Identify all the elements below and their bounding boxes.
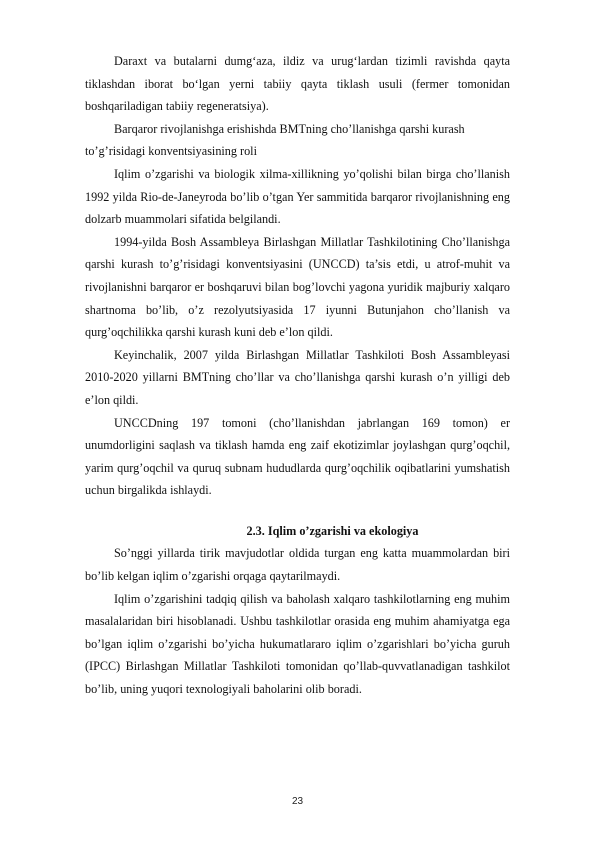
- paragraph-ipcc: Iqlim o’zgarishini tadqiq qilish va baholash xalqaro tashkilotlarning eng muhim masalalaridan biri hisoblanadi. Ushbu tashkilotlar orasida eng muhim ahamiyatga ega bo’lgan iqlim o’zgarishi bo’yicha hukumatlararo iqlim o’zgarishlari bo’yicha guruh (IPCC) Birlashgan Millatlar Tashkiloti tomonidan qo’llab-quvvatlanadigan tashkilot bo’lib, uning yuqori texnologiyali baholarini olib boradi.: [85, 591, 510, 697]
- paragraph-unccd-role-heading: Barqaror rivojlanishga erishishda BMTning cho’llanishga qarshi kurash to’g’risidagi konventsiyasining roli: [85, 121, 465, 159]
- section-heading: 2.3. Iqlim o’zgarishi va ekologiya: [246, 523, 419, 538]
- paragraph-unccd-1994: 1994-yilda Bosh Assambleya Birlashgan Millatlar Tashkilotining Cho’llanishga qarshi kurash to’g’risidagi konventsiyasini (UNCCD) ta’sis etdi, u atrof-muhit va rivojlanishni barqaror er boshqaruvi bilan bog’lovchi yagona yuridik majburiy xalqaro shartnoma bo’lib, o’z rezolyutsiyasida 17 iyunni Butunjahon cho’llanish va qurg’oqchilikka qarshi kurash kuni deb e’lon qildi.: [85, 234, 510, 340]
- paragraph-climate-change-challenge: So’nggi yillarda tirik mavjudotlar oldida turgan eng katta muammolardan biri bo’lib kelgan iqlim o’zgarishi orqaga qaytarilmaydi.: [85, 546, 510, 584]
- paragraph-rio-summit: Iqlim o’zgarishi va biologik xilma-xillikning yo’qolishi bilan birga cho’llanish 1992 yilda Rio-de-Janeyroda bo’lib o’tgan Yer sammitida barqaror rivojlanishning eng dolzarb muammolari sifatida belgilandi.: [85, 166, 510, 227]
- paragraph-natural-regeneration: Daraxt va butalarni dumg‘aza, ildiz va urug‘lardan tizimli ravishda qayta tiklashdan iborat bo‘lgan yerni tabiiy qayta tiklash usuli (fermer tomonidan boshqariladigan tabiiy regeneratsiya).: [85, 54, 510, 114]
- paragraph-unccd-parties: UNCCDning 197 tomoni (cho’llanishdan jabrlangan 169 tomon) er unumdorligini saqlash va tiklash hamda eng zaif ekotizimlar joylashgan qurg’oqchil, yarim qurg’oqchil va quruq subnam hududlarda qurg’oqchilik oqibatlarini yumshatish uchun birgalikda ishlaydi.: [85, 415, 510, 498]
- document-page: [85, 50, 510, 701]
- page-number: 23: [291, 796, 304, 807]
- paragraph-decade-2010-2020: Keyinchalik, 2007 yilda Birlashgan Millatlar Tashkiloti Bosh Assambleyasi 2010-2020 yillarni BMTning cho’llar va cho’llanishga qarshi kurash o’n yilligi deb e’lon qildi.: [85, 347, 510, 407]
